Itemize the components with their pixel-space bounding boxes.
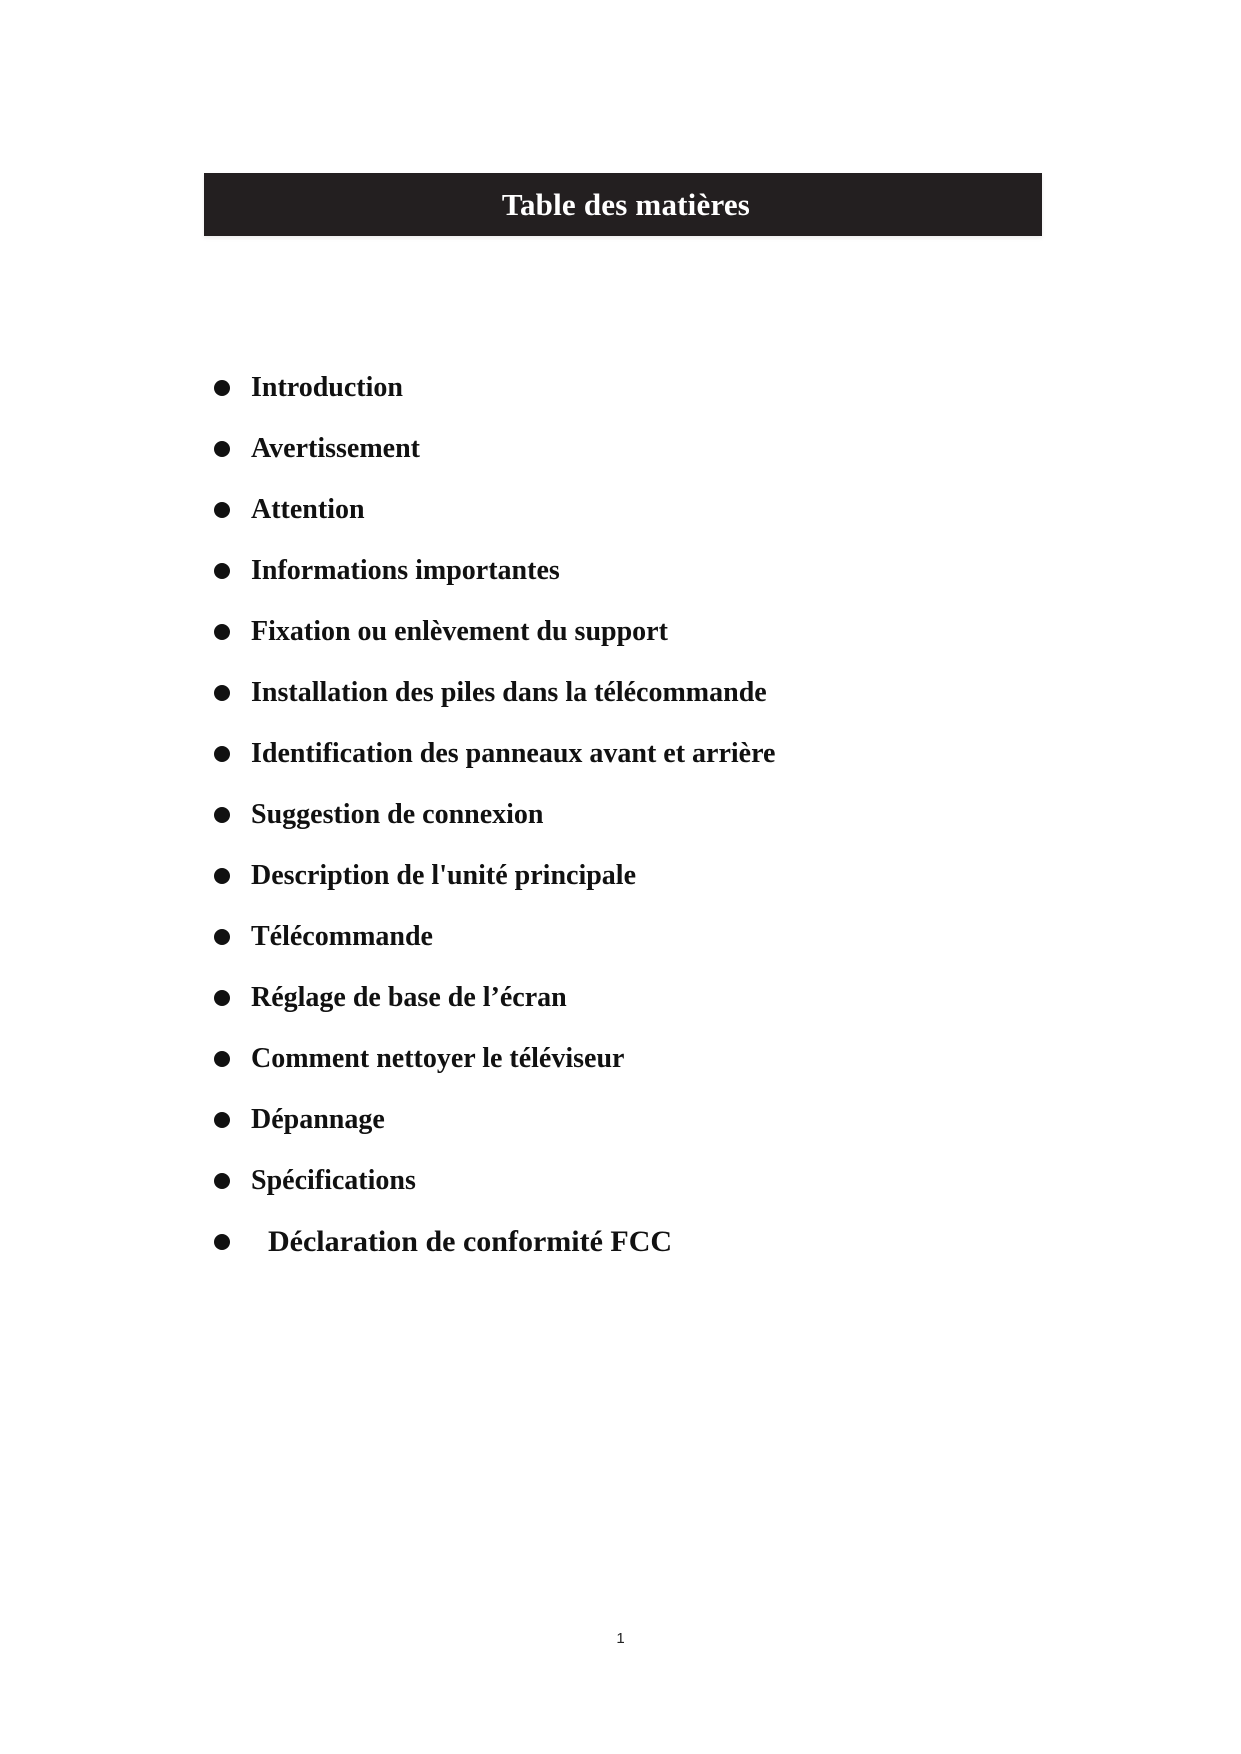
toc-item-reglage[interactable]: [214, 967, 775, 1028]
toc-item-avertissement[interactable]: [214, 418, 775, 479]
toc-item-label: Attention: [251, 493, 365, 525]
toc-item-installation-piles[interactable]: [214, 662, 775, 723]
toc-item-attention[interactable]: [214, 479, 775, 540]
bullet-icon: [214, 563, 230, 579]
toc-item-label: Informations importantes: [251, 554, 560, 586]
bullet-icon: [214, 929, 230, 945]
page-number: 1: [616, 1630, 625, 1647]
toc-item-label: Comment nettoyer le téléviseur: [251, 1042, 625, 1074]
toc-item-label: Déclaration de conformité FCC: [268, 1224, 673, 1258]
toc-item-nettoyer[interactable]: [214, 1028, 775, 1089]
bullet-icon: [214, 746, 230, 762]
bullet-icon: [214, 624, 230, 640]
toc-item-label: Dépannage: [251, 1103, 385, 1135]
bullet-icon: [214, 1051, 230, 1067]
title-banner: [204, 173, 1042, 236]
toc-item-label: Introduction: [251, 371, 403, 403]
toc-item-label: Suggestion de connexion: [251, 798, 544, 830]
toc-item-specifications[interactable]: [214, 1150, 775, 1211]
toc-item-telecommande[interactable]: [214, 906, 775, 967]
toc-item-fcc[interactable]: [214, 1211, 775, 1272]
toc-item-label: Réglage de base de l’écran: [251, 981, 567, 1013]
toc-item-label: Avertissement: [251, 432, 420, 464]
bullet-icon: [214, 685, 230, 701]
bullet-icon: [214, 502, 230, 518]
toc-item-label: Description de l'unité principale: [251, 859, 636, 891]
toc-item-label: Identification des panneaux avant et arrière: [251, 737, 776, 769]
bullet-icon: [214, 807, 230, 823]
bullet-icon: [214, 1112, 230, 1128]
toc-item-description[interactable]: [214, 845, 775, 906]
bullet-icon: [214, 1234, 230, 1250]
bullet-icon: [214, 441, 230, 457]
table-of-contents: [214, 357, 775, 1272]
toc-item-informations[interactable]: [214, 540, 775, 601]
toc-item-introduction[interactable]: [214, 357, 775, 418]
bullet-icon: [214, 990, 230, 1006]
bullet-icon: [214, 1173, 230, 1189]
page-title: Table des matières: [501, 186, 751, 222]
toc-item-label: Spécifications: [251, 1164, 416, 1196]
toc-item-label: Télécommande: [251, 920, 433, 952]
bullet-icon: [214, 380, 230, 396]
toc-item-fixation[interactable]: [214, 601, 775, 662]
toc-item-label: Installation des piles dans la télécommande: [251, 676, 767, 708]
toc-item-depannage[interactable]: [214, 1089, 775, 1150]
toc-item-identification[interactable]: [214, 723, 775, 784]
bullet-icon: [214, 868, 230, 884]
toc-item-connexion[interactable]: [214, 784, 775, 845]
toc-item-label: Fixation ou enlèvement du support: [251, 615, 668, 647]
